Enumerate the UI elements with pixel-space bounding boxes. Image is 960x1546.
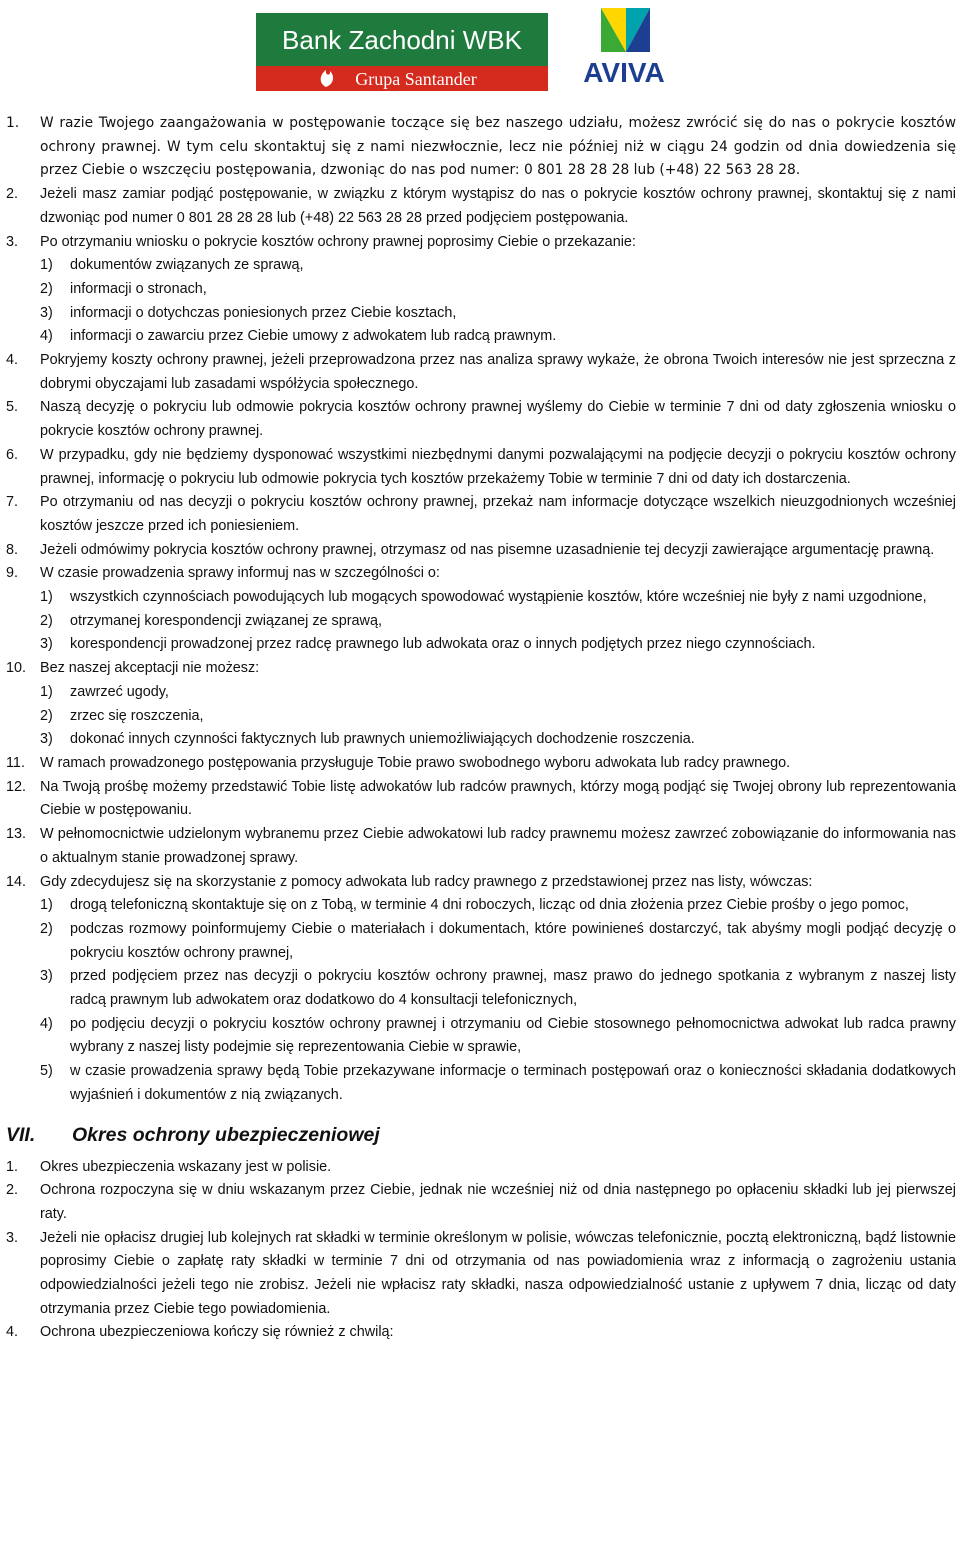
aviva-shield-icon xyxy=(601,8,650,52)
section-roman-number: VII. xyxy=(6,1123,36,1146)
bank-logo-line1: Bank Zachodni WBK xyxy=(282,25,522,55)
item-number: 2. xyxy=(6,186,19,203)
sub-item-text: informacji o dotychczas poniesionych przez Ciebie kosztach, xyxy=(70,304,457,321)
sub-item-number: 2) xyxy=(40,920,53,937)
list-item xyxy=(0,752,960,776)
bank-logo-line2: Grupa Santander xyxy=(355,69,477,89)
item-text: W razie Twojego zaangażowania w postępowanie toczące się bez naszego udziału, możesz zwrócić się do nas o pokrycie kosztów ochrony prawnej. W tym celu skontaktuj się z nami niezwłocznie, lecz nie później niż w ciągu 24 godzin od dnia dowiedzenia się przez Ciebie o wszczęciu postępowania, dzwoniąc do nas pod numer: 0 801 28 28 28 lub (+48) 22 563 28 28. xyxy=(40,115,956,179)
item-text: Gdy zdecydujesz się na skorzystanie z pomocy adwokata lub radcy prawnego z przedstawionej przez nas listy, wówczas: xyxy=(40,873,813,890)
sub-list-item xyxy=(0,586,960,610)
sub-item-number: 2) xyxy=(40,280,53,297)
item-number: 5. xyxy=(6,399,19,416)
section-heading xyxy=(0,1120,960,1156)
list-item xyxy=(0,396,960,443)
item-number: 8. xyxy=(6,541,19,558)
sub-item-number: 2) xyxy=(40,707,53,724)
sub-item-text: zrzec się roszczenia, xyxy=(70,707,204,724)
sub-item-text: po podjęciu decyzji o pokryciu kosztów ochrony prawnej i otrzymaniu od Ciebie stosownego pełnomocnictwa adwokat lub radca prawny wybrany z naszej listy podejmie się reprezentowania Ciebie w sprawie, xyxy=(70,1015,956,1056)
sub-list-item xyxy=(0,325,960,349)
item-text: Okres ubezpieczenia wskazany jest w polisie. xyxy=(40,1158,332,1175)
bank-zachodni-wbk-logo xyxy=(256,13,548,91)
list-item xyxy=(0,1156,960,1180)
aviva-logo xyxy=(568,8,680,86)
sub-item-text: wszystkich czynnościach powodujących lub mogących spowodować wystąpienie kosztów, które wcześniej nie były z nami uzgodnione, xyxy=(70,589,927,606)
item-number: 2. xyxy=(6,1182,19,1199)
sub-list-item xyxy=(0,1013,960,1060)
sub-item-number: 3) xyxy=(40,968,53,985)
item-number: 4. xyxy=(6,1324,19,1341)
sub-item-text: informacji o stronach, xyxy=(70,280,207,297)
list-item xyxy=(0,349,960,396)
item-text: Jeżeli nie opłacisz drugiej lub kolejnych rat składki w terminie określonym w polisie, wówczas telefonicznie, pocztą elektroniczną, bądź listownie poprosimy Ciebie o zapłatę raty składki w terminie 7 dni od otrzymania od nas powiadomienia wraz z informacją o zagrożeniu ustania odpowiedzialności jeżeli tego nie zrobisz. Jeżeli nie wpłacisz raty składki, nasza odpowiedzialność ustanie z upływem 7 dnia, licząc od daty otrzymania przez Ciebie tego powiadomienia. xyxy=(40,1229,956,1317)
list-item xyxy=(0,183,960,230)
item-number: 12. xyxy=(6,778,27,795)
sub-item-number: 4) xyxy=(40,1015,53,1032)
list-item xyxy=(0,231,960,255)
list-item xyxy=(0,823,960,870)
sub-item-number: 3) xyxy=(40,731,53,748)
item-text: Pokryjemy koszty ochrony prawnej, jeżeli przeprowadzona przez nas analiza sprawy wykaże, że obrona Twoich interesów nie jest sprzeczna z dobrymi obyczajami lub zasadami współżycia społecznego. xyxy=(40,352,956,392)
sub-item-text: informacji o zawarciu przez Ciebie umowy z adwokatem lub radcą prawnym. xyxy=(70,328,557,345)
item-text: Ochrona ubezpieczeniowa kończy się również z chwilą: xyxy=(40,1324,394,1341)
sub-list-item xyxy=(0,633,960,657)
sub-item-text: otrzymanej korespondencji związanej ze sprawą, xyxy=(70,612,382,629)
item-number: 11. xyxy=(6,754,25,771)
sub-item-number: 1) xyxy=(40,257,53,274)
sub-list-item xyxy=(0,681,960,705)
page-header xyxy=(0,0,960,100)
sub-list-item xyxy=(0,894,960,918)
sub-item-number: 4) xyxy=(40,328,53,345)
list-item xyxy=(0,1321,960,1345)
list-item xyxy=(0,776,960,823)
list-item xyxy=(0,1227,960,1322)
item-number: 6. xyxy=(6,446,19,463)
section-title: Okres ochrony ubezpieczeniowej xyxy=(72,1123,380,1146)
item-text: W przypadku, gdy nie będziemy dysponować wszystkimi niezbędnymi danymi pozwalającymi na podjęcie decyzji o pokryciu kosztów ochrony prawnej, informację o pokryciu lub odmowie pokrycia tych kosztów przekażemy Tobie w terminie 7 dni od daty ich dostarczenia. xyxy=(40,446,956,487)
item-number: 13. xyxy=(6,826,27,843)
sub-item-text: dokonać innych czynności faktycznych lub prawnych uniemożliwiających dochodzenie roszczenia. xyxy=(70,731,695,748)
sub-item-text: przed podjęciem przez nas decyzji o pokryciu kosztów ochrony prawnej, masz prawo do jednego spotkania z wybranym z naszej listy radcą prawnym lub adwokatem oraz dodatkowo do 4 konsultacji telefonicznych, xyxy=(70,968,956,1009)
sub-list-item xyxy=(0,610,960,634)
list-item xyxy=(0,539,960,563)
sub-item-text: korespondencji prowadzonej przez radcę prawnego lub adwokata oraz o innych podjętych przez niego czynnościach. xyxy=(70,636,816,653)
sub-item-number: 3) xyxy=(40,304,53,321)
item-text: Na Twoją prośbę możemy przedstawić Tobie listę adwokatów lub radców prawnych, którzy mogą podjąć się Twojej obrony lub reprezentowania Ciebie w postępowaniu. xyxy=(40,778,956,819)
sub-list-item xyxy=(0,918,960,965)
sub-list-item xyxy=(0,965,960,1012)
item-number: 10. xyxy=(6,660,27,677)
sub-item-number: 3) xyxy=(40,636,53,653)
item-number: 3. xyxy=(6,1229,19,1246)
item-text: Po otrzymaniu wniosku o pokrycie kosztów ochrony prawnej poprosimy Ciebie o przekazanie: xyxy=(40,233,636,250)
sub-item-number: 1) xyxy=(40,589,53,606)
item-text: W czasie prowadzenia sprawy informuj nas w szczególności o: xyxy=(40,565,440,582)
item-text: Jeżeli odmówimy pokrycia kosztów ochrony prawnej, otrzymasz od nas pisemne uzasadnienie tej decyzji zawierające argumentację prawną. xyxy=(40,541,935,558)
item-number: 1. xyxy=(6,115,20,131)
item-text: W ramach prowadzonego postępowania przysługuje Tobie prawo swobodnego wyboru adwokata lub radcy prawnego. xyxy=(40,754,791,771)
list-item xyxy=(0,562,960,586)
sub-list-item xyxy=(0,1060,960,1107)
sub-list-item xyxy=(0,705,960,729)
item-text: Naszą decyzję o pokryciu lub odmowie pokrycia kosztów ochrony prawnej wyślemy do Ciebie w terminie 7 dni od daty zgłoszenia wniosku o pokrycie kosztów ochrony prawnej. xyxy=(40,399,956,440)
sub-list-item xyxy=(0,254,960,278)
sub-item-number: 5) xyxy=(40,1063,53,1080)
sub-list-item xyxy=(0,278,960,302)
item-text: Bez naszej akceptacji nie możesz: xyxy=(40,660,260,677)
list-item xyxy=(0,491,960,538)
aviva-wordmark: AVIVA xyxy=(583,57,665,86)
document-body xyxy=(0,112,960,1345)
item-number: 4. xyxy=(6,352,19,369)
item-text: W pełnomocnictwie udzielonym wybranemu przez Ciebie adwokatowi lub radcy prawnemu możesz zawrzeć zobowiązanie do informowania nas o aktualnym stanie prowadzonej sprawy. xyxy=(40,826,956,866)
item-number: 1. xyxy=(6,1158,19,1175)
list-item xyxy=(0,1179,960,1226)
item-text: Jeżeli masz zamiar podjąć postępowanie, w związku z którym wystąpisz do nas o pokrycie kosztów ochrony prawnej, skontaktuj się z nami dzwoniąc pod numer 0 801 28 28 28 lub (+48) 22 563 28 28 przed podjęciem postępowania. xyxy=(40,186,956,226)
sub-item-text: dokumentów związanych ze sprawą, xyxy=(70,257,304,274)
list-item xyxy=(0,444,960,491)
sub-list-item xyxy=(0,728,960,752)
item-number: 3. xyxy=(6,233,19,250)
item-number: 9. xyxy=(6,565,19,582)
sub-list-item xyxy=(0,302,960,326)
sub-item-text: drogą telefoniczną skontaktuje się on z Tobą, w terminie 4 dni roboczych, licząc od dnia złożenia przez Ciebie prośby o jego pomoc, xyxy=(70,897,909,914)
list-item xyxy=(0,871,960,895)
sub-item-text: podczas rozmowy poinformujemy Ciebie o materiałach i dokumentach, które powinieneś dostarczyć, tak abyśmy mogli podjąć decyzję o pokryciu kosztów ochrony prawnej, xyxy=(70,920,956,961)
sub-item-text: zawrzeć ugody, xyxy=(70,683,169,700)
item-text: Po otrzymaniu od nas decyzji o pokryciu kosztów ochrony prawnej, przekaż nam informacje dotyczące wszelkich nieuzgodnionych wcześniej kosztów jeszcze przed ich poniesieniem. xyxy=(40,494,956,534)
sub-item-number: 1) xyxy=(40,897,53,914)
sub-item-number: 1) xyxy=(40,683,53,700)
item-number: 7. xyxy=(6,494,19,511)
item-number: 14. xyxy=(6,873,27,890)
list-item xyxy=(0,112,960,183)
sub-item-text: w czasie prowadzenia sprawy będą Tobie przekazywane informacje o terminach postępowań oraz o konieczności składania dodatkowych wyjaśnień i dokumentów z nią związanych. xyxy=(70,1063,956,1103)
sub-item-number: 2) xyxy=(40,612,53,629)
list-item xyxy=(0,657,960,681)
item-text: Ochrona rozpoczyna się w dniu wskazanym przez Ciebie, jednak nie wcześniej niż od dnia następnego po opłaceniu składki lub jej pierwszej raty. xyxy=(40,1182,956,1222)
